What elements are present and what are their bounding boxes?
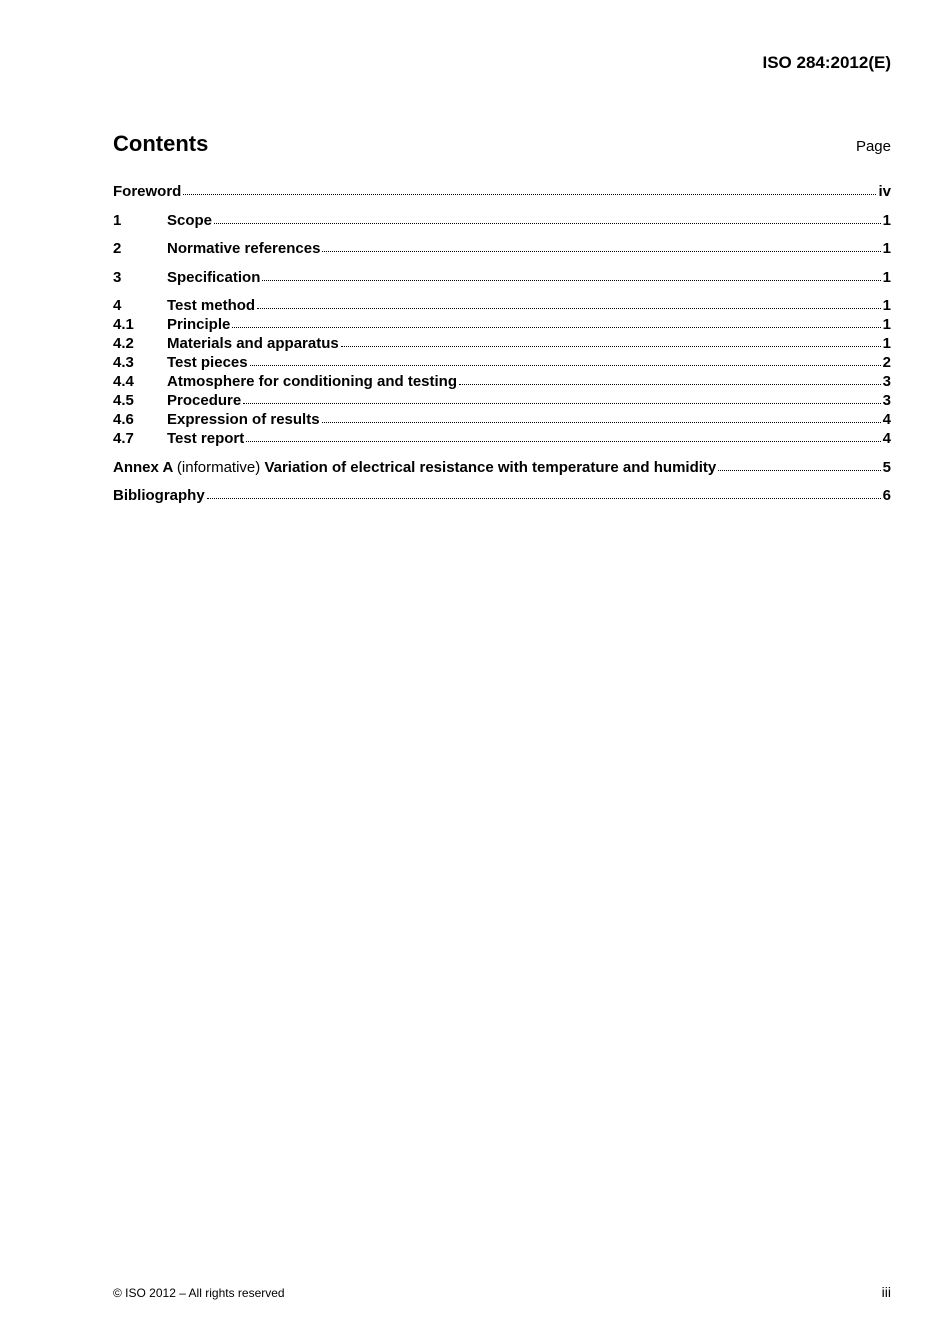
toc-entry-page: 6: [882, 487, 891, 504]
dot-leader: [257, 307, 881, 309]
toc-entry-title: Foreword: [113, 183, 182, 200]
toc-entry-number: 4.5: [113, 392, 134, 409]
page-number: iii: [881, 1284, 891, 1300]
toc-entry-page: 5: [882, 458, 891, 476]
toc-entry-title: Test method: [167, 297, 256, 314]
dot-leader: [250, 364, 881, 366]
toc-entry-page: 1: [882, 316, 891, 333]
toc-entry-number: 1: [113, 211, 122, 229]
toc-entry-title: [113, 458, 716, 477]
annex-label: Annex A: [113, 458, 173, 476]
toc-entry-materials-and-apparatus[interactable]: [113, 334, 891, 353]
toc-title: Contents: [113, 131, 209, 156]
toc-entry-title: Atmosphere for conditioning and testing: [167, 373, 457, 390]
annex-qualifier: (informative): [176, 458, 261, 476]
toc-entry-number: 4.4: [113, 373, 134, 390]
toc-entry-title: Normative references: [167, 240, 321, 257]
toc-entry-foreword[interactable]: [113, 182, 891, 201]
toc-entry-annex-a[interactable]: [113, 458, 891, 477]
toc-entry-page: 4: [882, 430, 891, 447]
copyright-notice: © ISO 2012 – All rights reserved: [113, 1286, 285, 1300]
dot-leader: [243, 402, 880, 404]
toc-entry-title: Principle: [167, 316, 231, 333]
dot-leader: [183, 193, 876, 195]
toc-entry-page: 4: [882, 411, 891, 428]
dot-leader: [718, 469, 880, 471]
toc-entry-test-method[interactable]: [113, 296, 891, 315]
toc-entry-bibliography[interactable]: [113, 486, 891, 505]
toc-entry-page: 3: [882, 373, 891, 390]
toc-entry-atmosphere[interactable]: [113, 372, 891, 391]
dot-leader: [246, 440, 880, 442]
toc-entry-principle[interactable]: [113, 315, 891, 334]
standard-id: ISO 284:2012(E): [762, 53, 891, 72]
toc-entry-title: Specification: [167, 268, 261, 286]
toc-entry-expression-of-results[interactable]: [113, 410, 891, 429]
toc-entry-specification[interactable]: [113, 268, 891, 287]
toc-entry-page: 1: [882, 268, 891, 286]
toc-entry-title: Expression of results: [167, 411, 320, 428]
toc-entry-page: 3: [882, 392, 891, 409]
toc-entry-page: 1: [882, 240, 891, 257]
toc-entry-number: 4.1: [113, 316, 134, 333]
toc-entry-test-report[interactable]: [113, 429, 891, 448]
toc-entry-number: 4.6: [113, 411, 134, 428]
dot-leader: [214, 222, 881, 224]
toc-entry-scope[interactable]: [113, 211, 891, 230]
toc-entry-page: 2: [882, 354, 891, 371]
annex-title: Variation of electrical resistance with temperature and humidity: [264, 458, 717, 476]
toc-entry-title: Bibliography: [113, 487, 205, 504]
dot-leader: [207, 497, 881, 499]
toc-entry-title: Test pieces: [167, 354, 248, 371]
toc-entry-normative-references[interactable]: [113, 239, 891, 258]
toc-entry-title: Materials and apparatus: [167, 335, 339, 352]
toc-entry-page: iv: [878, 183, 891, 200]
dot-leader: [322, 421, 881, 423]
toc-entry-title: Scope: [167, 211, 213, 229]
toc-entry-page: 1: [882, 297, 891, 314]
toc-entry-number: 4: [113, 297, 122, 314]
toc-entry-title: Procedure: [167, 392, 242, 409]
toc-entry-number: 3: [113, 268, 122, 286]
table-of-contents: [113, 182, 891, 505]
toc-entry-procedure[interactable]: [113, 391, 891, 410]
toc-entry-title: Test report: [167, 430, 245, 447]
toc-entry-number: 4.3: [113, 354, 134, 371]
dot-leader: [341, 345, 881, 347]
dot-leader: [232, 326, 880, 328]
toc-entry-number: 4.2: [113, 335, 134, 352]
dot-leader: [262, 279, 880, 281]
dot-leader: [322, 250, 880, 252]
toc-entry-page: 1: [882, 335, 891, 352]
toc-entry-number: 4.7: [113, 430, 134, 447]
toc-entry-test-pieces[interactable]: [113, 353, 891, 372]
toc-page-column-label: Page: [855, 138, 891, 155]
toc-entry-page: 1: [882, 211, 891, 229]
dot-leader: [459, 383, 881, 385]
toc-entry-number: 2: [113, 240, 122, 257]
